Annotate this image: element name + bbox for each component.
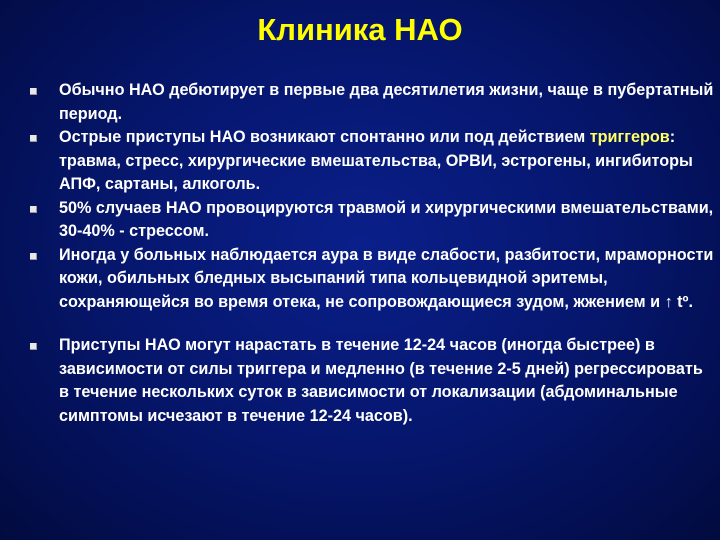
- square-bullet-icon: [30, 206, 37, 213]
- bullet-item-aura: [30, 244, 714, 315]
- bullet-text-start: Острые приступы НАО возникают спонтанно или под действием: [59, 128, 590, 146]
- bullet-item-statistics: [30, 197, 714, 244]
- square-bullet-icon: [30, 343, 37, 350]
- bullet-text: Обычно НАО дебютирует в первые два десятилетия жизни, чаще в пубертатный период.: [59, 81, 714, 123]
- bullet-text: [59, 128, 693, 193]
- bullet-list: [30, 79, 714, 428]
- square-bullet-icon: [30, 88, 37, 95]
- square-bullet-icon: [30, 135, 37, 142]
- slide-title: Клиника НАО: [257, 12, 463, 47]
- bullet-item-triggers: [30, 126, 714, 197]
- bullet-text: Иногда у больных наблюдается аура в виде слабости, разбитости, мраморности кожи, обильных бледных высыпаний типа кольцевидной эритемы, сохраняющейся во время отека, не сопровождающиеся зудом, жжением и ↑ tº.: [59, 245, 714, 311]
- bullet-item-onset: [30, 79, 714, 126]
- bullet-item-attack-course: [30, 334, 714, 428]
- bullet-text-end: : травма, стресс, хирургические вмешательства, ОРВИ, эстрогены, ингибиторы АПФ, сартаны, алкоголь.: [59, 128, 693, 193]
- bullet-text: Приступы НАО могут нарастать в течение 12-24 часов (иногда быстрее) в зависимости от силы триггера и медленно (в течение 2-5 дней) регрессировать в течение нескольких суток в зависимости от локализации (абдоминальные симптомы исчезают в течение 12-24 часов).: [59, 336, 703, 425]
- triggers-highlight: триггеров: [589, 128, 670, 146]
- bullet-text: 50% случаев НАО провоцируются травмой и хирургическими вмешательствами, 30-40% - стрессом.: [59, 198, 714, 240]
- square-bullet-icon: [30, 253, 37, 260]
